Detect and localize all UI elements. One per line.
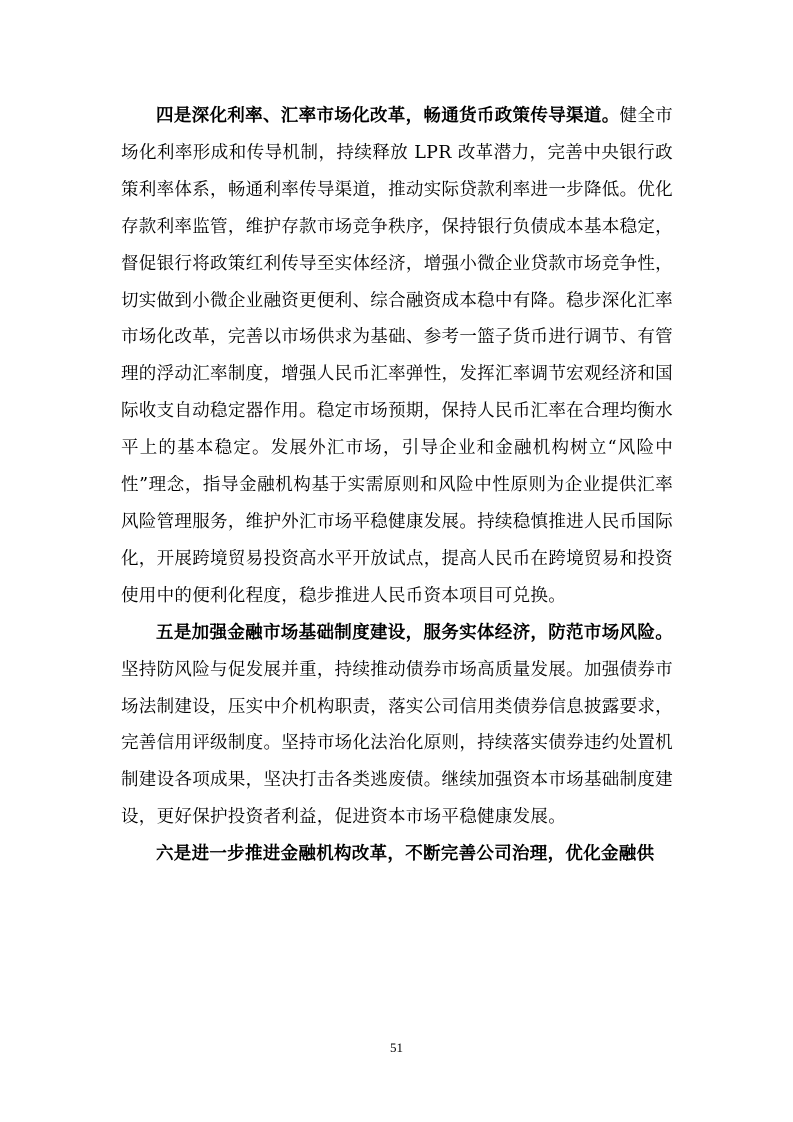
- paragraph-text: 健全市场化利率形成和传导机制，持续释放 LPR 改革潜力，完善中央银行政策利率体系，畅通利率传导渠道，推动实际贷款利率进一步降低。优化存款利率监管，维护存款市场竞争秩序，保持银行负债成本基本稳定，督促银行将政策红利传导至实体经济，增强小微企业贷款市场竞争性，切实做到小微企业融资更便利、综合融资成本稳中有降。稳步深化汇率市场化改革，完善以市场供求为基础、参考一篮子货币进行调节、有管理的浮动汇率制度，增强人民币汇率弹性，发挥汇率调节宏观经济和国际收支自动稳定器作用。稳定市场预期，保持人民币汇率在合理均衡水平上的基本稳定。发展外汇市场，引导企业和金融机构树立“风险中性”理念，指导金融机构基于实需原则和风险中性原则为企业提供汇率风险管理服务，维护外汇市场平稳健康发展。持续稳慎推进人民币国际化，开展跨境贸易投资高水平开放试点，提高人民币在跨境贸易和投资使用中的便利化程度，稳步推进人民币资本项目可兑换。: [121, 106, 673, 606]
- paragraph-interest-exchange-rate-reform: [121, 98, 673, 615]
- paragraph-lead-heading: 六是进一步推进金融机构改革，不断完善公司治理，优化金融供: [156, 844, 655, 865]
- document-body: [121, 98, 673, 873]
- paragraph-text: 坚持防风险与促发展并重，持续推动债券市场高质量发展。加强债券市场法制建设，压实中介机构职责，落实公司信用类债券信息披露要求，完善信用评级制度。坚持市场化法治化原则，持续落实债券违约处置机制建设各项成果，坚决打击各类逃废债。继续加强资本市场基础制度建设，更好保护投资者利益，促进资本市场平稳健康发展。: [121, 659, 673, 828]
- paragraph-financial-market-infrastructure: [121, 615, 673, 836]
- page-number: 51: [390, 1040, 403, 1055]
- paragraph-lead-heading: 四是深化利率、汇率市场化改革，畅通货币政策传导渠道。: [156, 106, 620, 126]
- paragraph-lead-heading: 五是加强金融市场基础制度建设，服务实体经济，防范市场风险。: [156, 622, 673, 643]
- paragraph-financial-institution-reform: [121, 836, 673, 873]
